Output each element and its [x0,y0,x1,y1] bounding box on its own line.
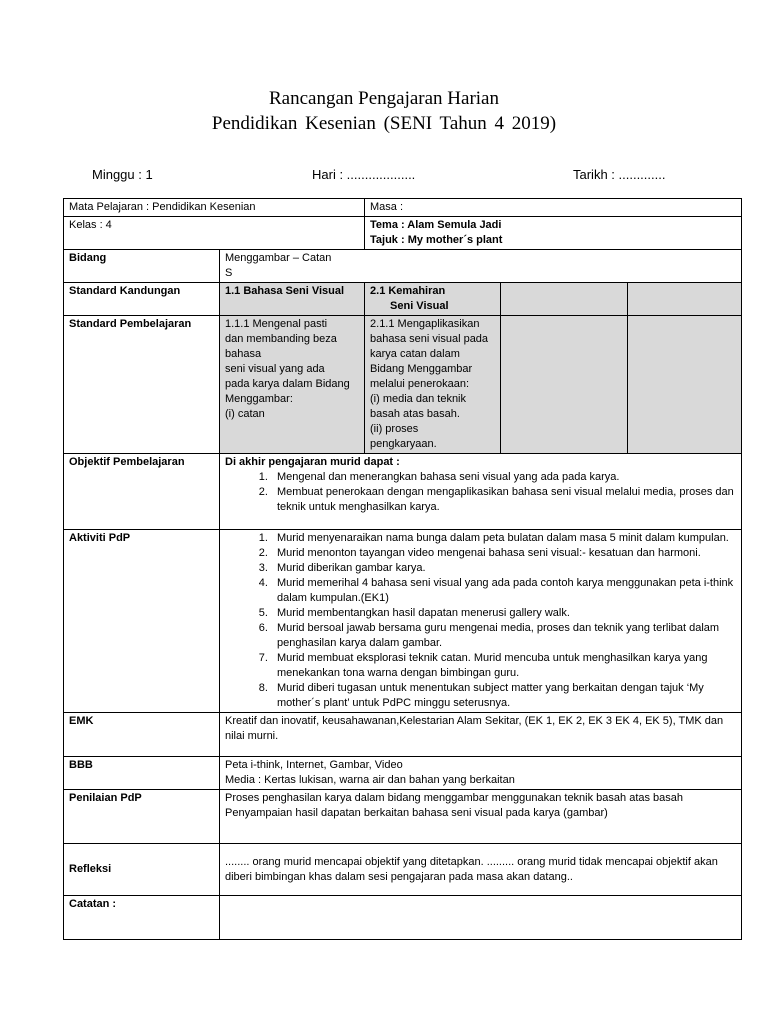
sk-4 [628,283,742,316]
bbb-line2: Media : Kertas lukisan, warna air dan bahan yang berkaitan [225,774,515,786]
bidang-value-line2: S [225,267,233,279]
tema-text: Tema : Alam Semula Jadi [370,219,502,231]
sp-1-line: Menggambar: [225,393,293,405]
row-kelas [64,217,742,250]
row-aktiviti [64,530,742,713]
sk-2-line2: Seni Visual [390,300,449,312]
sp-2 [365,316,501,454]
op-item: 2. Membuat penerokaan dengan mengaplikasikan bahasa seni visual melalui media, proses dan teknik untuk menghasilkan karya. [271,485,736,515]
ap-item: 6. Murid bersoal jawab bersama guru mengenai media, proses dan teknik yang terlibat dalam penghasilan karya dalam gambar. [271,621,736,651]
row-standard-pembelajaran [64,316,742,454]
sp-1-line: seni visual yang ada [225,363,325,375]
sp-1-line: dan membanding beza [225,333,337,345]
pen-line2: Penyampaian hasil dapatan berkaitan bahasa seni visual pada karya (gambar) [225,807,608,819]
kelas-cell: Kelas : 4 [64,217,365,250]
sp-1 [220,316,365,454]
pen-value [220,790,742,844]
op-item: 1. Mengenal dan menerangkan bahasa seni visual yang ada pada karya. [271,470,736,485]
sp-2-line: 2.1.1 Mengaplikasikan [370,318,480,330]
pen-label: Penilaian PdP [64,790,220,844]
ap-item: 8. Murid diberi tugasan untuk menentukan subject matter yang berkaitan dengan tajuk ‘My mother´s plant’ untuk PdPC minggu seterusnya. [271,681,736,711]
title-line-2: Pendidikan Kesenian (SENI Tahun 4 2019) [211,113,557,134]
sp-2-line: melalui penerokaan: [370,378,470,390]
ap-item: 7. Murid membuat eksplorasi teknik catan. Murid mencuba untuk menghasilkan karya yang menekankan tona warna dengan bimbingan guru. [271,651,736,681]
sp-2-line: Bidang Menggambar [370,363,473,375]
sp-label: Standard Pembelajaran [64,316,220,454]
row-bbb [64,757,742,790]
sp-2-line: pengkaryaan. [370,438,437,450]
emk-value: Kreatif dan inovatif, keusahawanan,Kelestarian Alam Sekitar, (EK 1, EK 2, EK 3 EK 4, EK 5), TMK dan nilai murni. [220,713,742,757]
sp-2-line: karya catan dalam [370,348,460,360]
sp-1-line: bahasa [225,348,262,360]
bidang-value-line1: Menggambar – Catan [225,252,332,264]
sp-2-line: (i) media dan teknik [370,393,467,405]
pen-line1: Proses penghasilan karya dalam bidang menggambar menggunakan teknik basah atas basah [225,792,684,804]
bbb-label: BBB [64,757,220,790]
sk-3 [501,283,628,316]
sk-2 [365,283,501,316]
bidang-label: Bidang [64,250,220,283]
ref-label: Refleksi [64,844,220,896]
row-penilaian [64,790,742,844]
sp-1-line: (i) catan [225,408,265,420]
op-intro: Di akhir pengajaran murid dapat : [225,456,400,468]
sp-1-line: 1.1.1 Mengenal pasti [225,318,328,330]
op-value [220,454,742,530]
cat-value [220,896,742,940]
lesson-plan-table [63,198,742,940]
bbb-line1: Peta i-think, Internet, Gambar, Video [225,759,403,771]
title-line-1: Rancangan Pengajaran Harian [268,88,499,109]
sk-label: Standard Kandungan [64,283,220,316]
row-bidang [64,250,742,283]
row-emk [64,713,742,757]
cat-label: Catatan : [64,896,220,940]
ap-label: Aktiviti PdP [64,530,220,713]
hari-field: Hari : ................... [312,167,416,182]
masa-cell: Masa : [365,199,742,217]
ref-value: ........ orang murid mencapai objektif yang ditetapkan. ......... orang murid tidak mencapai objektif akan diberi bimbingan khas dalam sesi pengajaran pada masa akan datang.. [220,844,742,896]
row-standard-kandungan [64,283,742,316]
row-mata-pelajaran [64,199,742,217]
emk-label: EMK [64,713,220,757]
sp-4 [628,316,742,454]
ap-item: 5. Murid membentangkan hasil dapatan menerusi gallery walk. [271,606,736,621]
tajuk-text: Tajuk : My mother´s plant [370,234,503,246]
bbb-value [220,757,742,790]
sk-1: 1.1 Bahasa Seni Visual [220,283,365,316]
row-refleksi [64,844,742,896]
tema-tajuk-cell [365,217,742,250]
tarikh-field: Tarikh : ............. [573,167,666,182]
sp-2-line: basah atas basah. [370,408,460,420]
op-label: Objektif Pembelajaran [64,454,220,530]
row-objektif [64,454,742,530]
sp-2-line: bahasa seni visual pada [370,333,489,345]
ap-item: 1. Murid menyenaraikan nama bunga dalam peta bulatan dalam masa 5 minit dalam kumpulan. [271,531,736,546]
sp-2-line: (ii) proses [370,423,419,435]
ap-item: 4. Murid memerihal 4 bahasa seni visual yang ada pada contoh karya menggunakan peta i-think dalam kumpulan.(EK1) [271,576,736,606]
mata-pelajaran-cell: Mata Pelajaran : Pendidikan Kesenian [64,199,365,217]
minggu-field: Minggu : 1 [92,167,153,182]
ap-item: 2. Murid menonton tayangan video mengenai bahasa seni visual:- kesatuan dan harmoni. [271,546,736,561]
ap-list [225,531,736,711]
sp-1-line: pada karya dalam Bidang [225,378,350,390]
sp-3 [501,316,628,454]
sk-2-line1: 2.1 Kemahiran [370,285,446,297]
row-catatan [64,896,742,940]
op-list [225,470,736,515]
bidang-value [220,250,742,283]
ap-value [220,530,742,713]
ap-item: 3. Murid diberikan gambar karya. [271,561,736,576]
